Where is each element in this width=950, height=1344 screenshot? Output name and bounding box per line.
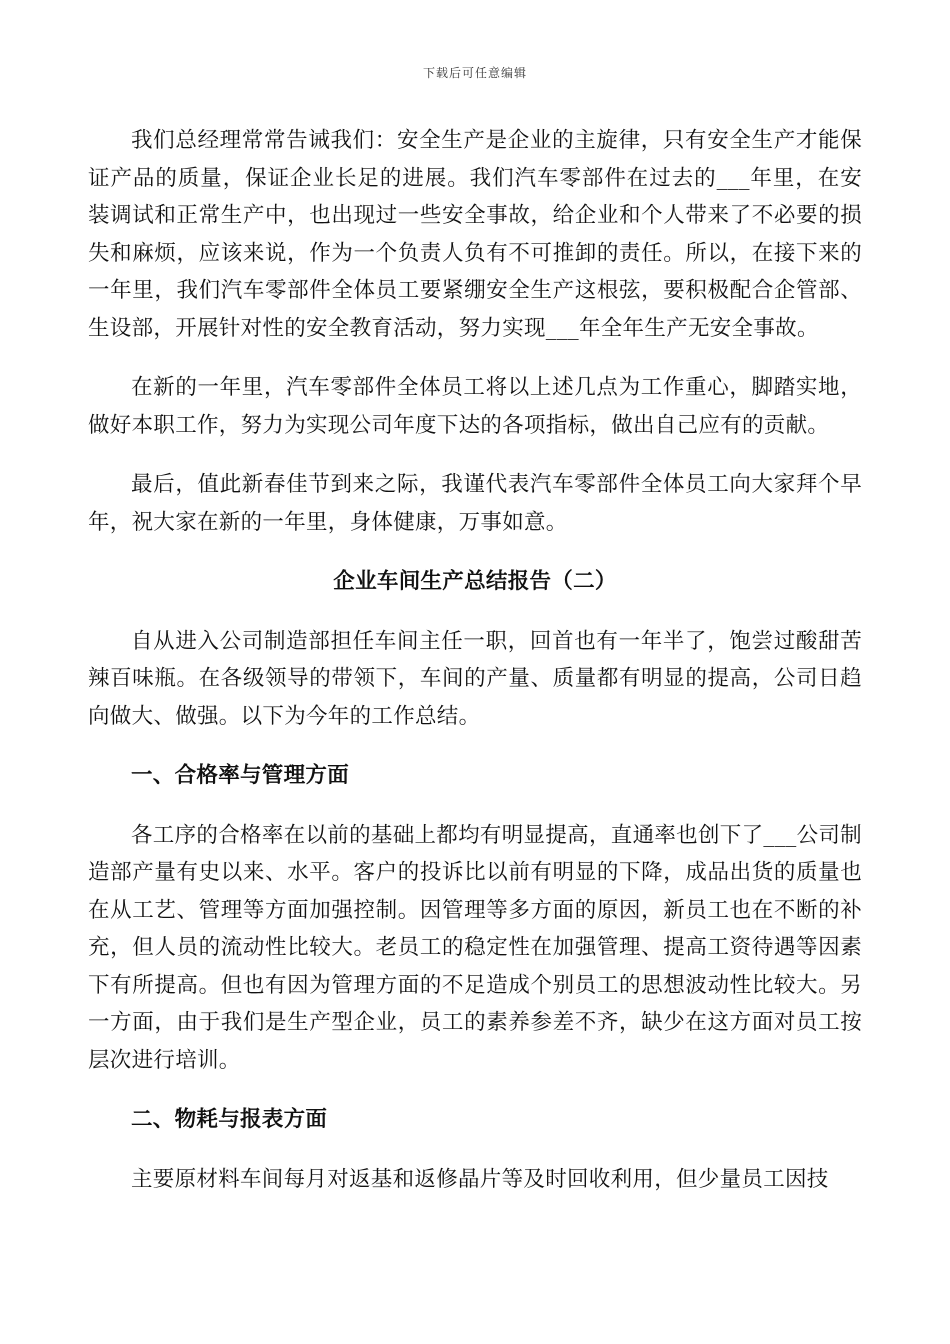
paragraph-greeting: 最后，值此新春佳节到来之际，我谨代表汽车零部件全体员工向大家拜个早年，祝大家在新的一年里，身体健康，万事如意。: [88, 472, 862, 535]
paragraph-safety: 我们总经理常常告诫我们：安全生产是企业的主旋律，只有安全生产才能保证产品的质量，保证企业长足的进展。我们汽车零部件在过去的___年里，在安装调试和正常生产中，也出现过一些安全事故，给企业和个人带来了不必要的损失和麻烦，应该来说，作为一个负责人负有不可推卸的责任。所以，在接下来的一年里，我们汽车零部件全体员工要紧绷安全生产这根弦，要积极配合企管部、生设部，开展针对性的安全教育活动，努力实现___年全年生产无安全事故。: [88, 128, 862, 341]
page-header-note: 下载后可任意编辑: [422, 66, 527, 80]
paragraph-new-year-focus: 在新的一年里，汽车零部件全体员工将以上述几点为工作重心，脚踏实地，做好本职工作，努力为实现公司年度下达的各项指标，做出自己应有的贡献。: [88, 375, 862, 438]
section-heading-materials: 二、物耗与报表方面: [131, 1107, 328, 1132]
section-heading-quality: 一、合格率与管理方面: [131, 763, 350, 788]
paragraph-intro: 自从进入公司制造部担任车间主任一职，回首也有一年半了，饱尝过酸甜苦辣百味瓶。在各级领导的带领下，车间的产量、质量都有明显的提高，公司日趋向做大、做强。以下为今年的工作总结。: [88, 628, 862, 729]
document-body: [88, 122, 862, 1198]
paragraph-materials: 主要原材料车间每月对返基和返修晶片等及时回收利用，但少量员工因技: [131, 1166, 829, 1192]
paragraph-quality: 各工序的合格率在以前的基础上都均有明显提高，直通率也创下了___公司制造部产量有史以来、水平。客户的投诉比以前有明显的下降，成品出货的质量也在从工艺、管理等方面加强控制。因管理等多方面的原因，新员工也在不断的补充，但人员的流动性比较大。老员工的稳定性在加强管理、提高工资待遇等因素下有所提高。但也有因为管理方面的不足造成个别员工的思想波动性比较大。另一方面，由于我们是生产型企业，员工的素养参差不齐，缺少在这方面对员工按层次进行培训。: [88, 822, 862, 1073]
report-title: 企业车间生产总结报告（二）: [333, 569, 617, 594]
